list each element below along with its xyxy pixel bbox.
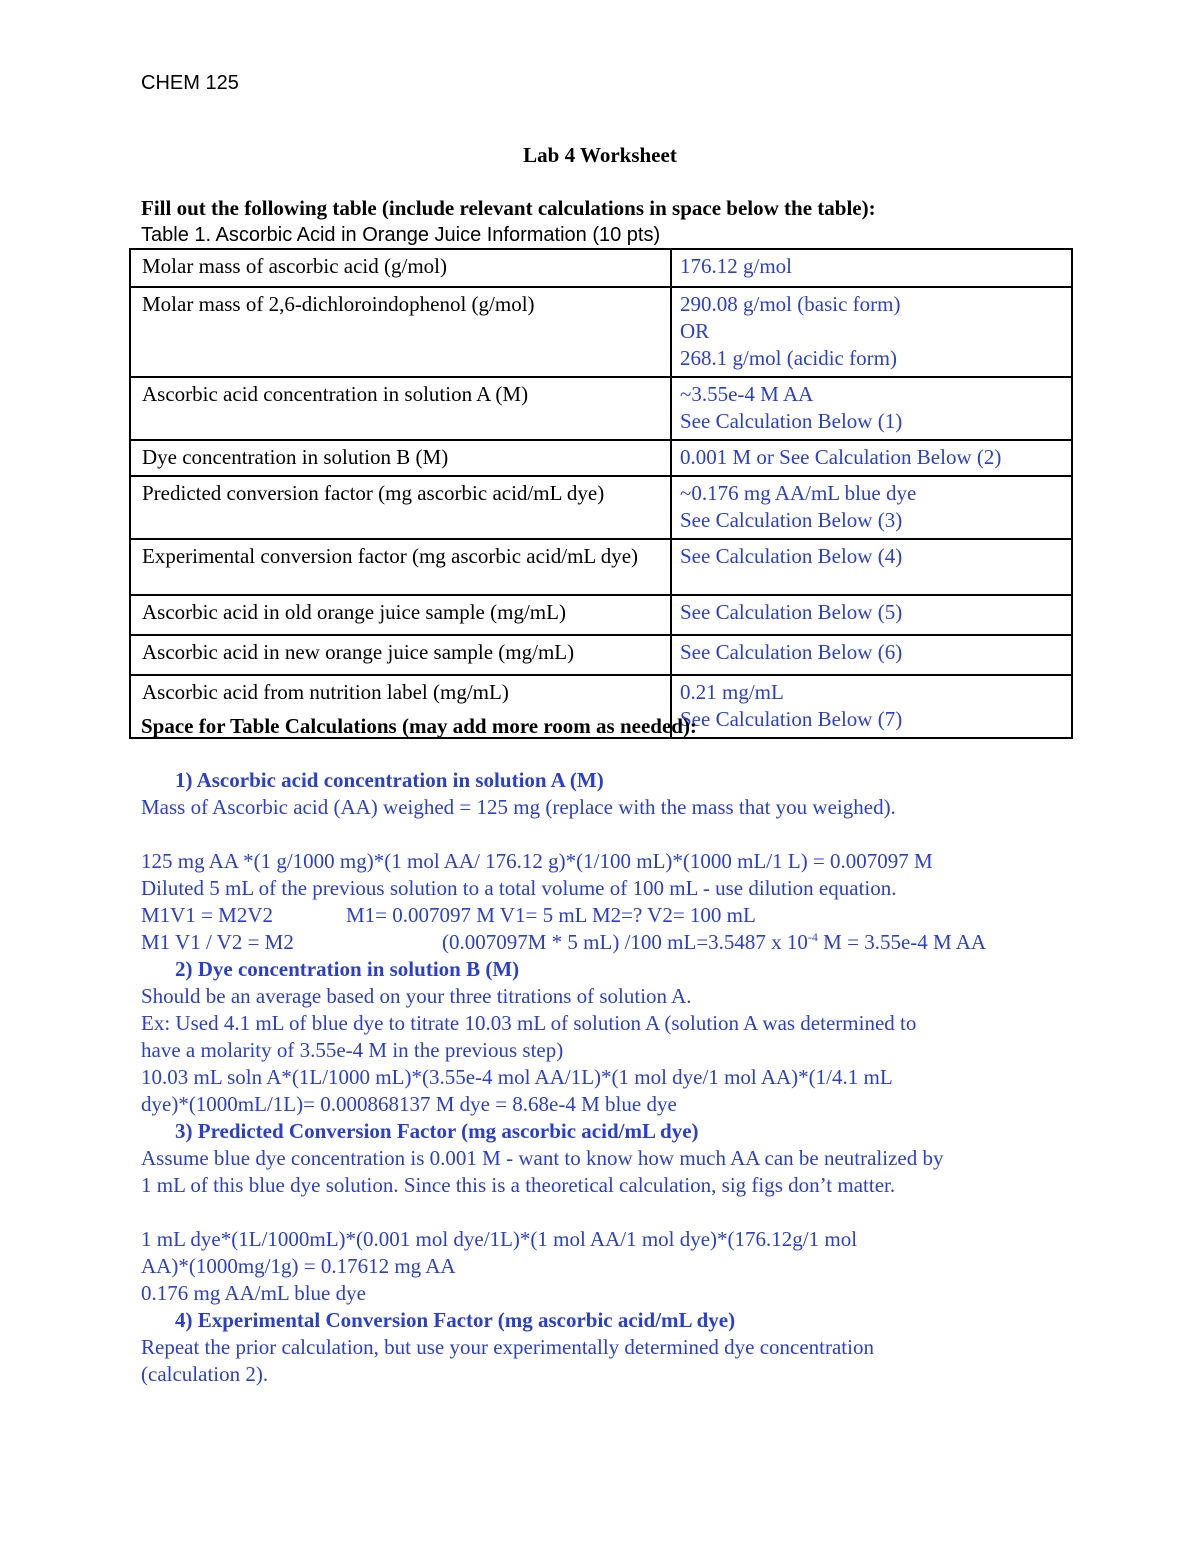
table-row <box>130 377 1072 440</box>
row-label: Predicted conversion factor (mg ascorbic acid/mL dye) <box>130 476 671 539</box>
value-line: See Calculation Below (6) <box>680 640 903 664</box>
calc-line: 1 mL dye*(1L/1000mL)*(0.001 mol dye/1L)*(1 mol AA/1 mol dye)*(176.12g/1 mol <box>141 1227 858 1251</box>
row-value <box>671 287 1072 377</box>
calc-line: AA)*(1000mg/1g) = 0.17612 mg AA <box>141 1254 456 1278</box>
row-value <box>671 440 1072 476</box>
calc-line: 10.03 mL soln A*(1L/1000 mL)*(3.55e-4 mol AA/1L)*(1 mol dye/1 mol AA)*(1/4.1 mL <box>141 1065 893 1089</box>
calc-line-part: M = 3.55e-4 M AA <box>817 930 987 954</box>
info-table <box>129 248 1073 739</box>
row-label: Dye concentration in solution B (M) <box>130 440 671 476</box>
section-title: 4) Experimental Conversion Factor (mg ascorbic acid/mL dye) <box>175 1308 736 1332</box>
table-row <box>130 595 1072 635</box>
row-value <box>671 595 1072 635</box>
row-value <box>671 249 1072 287</box>
table-row <box>130 287 1072 377</box>
calc-line: dye)*(1000mL/1L)= 0.000868137 M dye = 8.68e-4 M blue dye <box>141 1092 677 1116</box>
calc-line: Mass of Ascorbic acid (AA) weighed = 125 mg (replace with the mass that you weighed). <box>141 795 896 819</box>
exponent: -4 <box>807 930 818 944</box>
section-title: 1) Ascorbic acid concentration in solution A (M) <box>175 768 604 792</box>
value-line: See Calculation Below (3) <box>680 508 903 532</box>
value-line: 0.21 mg/mL <box>680 680 784 704</box>
calc-section-4 <box>141 1307 1071 1388</box>
course-header: CHEM 125 <box>141 72 239 94</box>
table-caption: Table 1. Ascorbic Acid in Orange Juice Information (10 pts) <box>141 224 661 246</box>
row-value <box>671 635 1072 675</box>
row-label: Ascorbic acid in new orange juice sample (mg/mL) <box>130 635 671 675</box>
table-row <box>130 476 1072 539</box>
instructions: Fill out the following table (include relevant calculations in space below the table): <box>141 196 876 220</box>
calc-line: Diluted 5 mL of the previous solution to a total volume of 100 mL - use dilution equation. <box>141 876 897 900</box>
calc-line: Repeat the prior calculation, but use your experimentally determined dye concentration <box>141 1335 874 1359</box>
row-value <box>671 539 1072 595</box>
value-line: 290.08 g/mol (basic form) <box>680 292 901 316</box>
row-label: Molar mass of 2,6-dichloroindophenol (g/mol) <box>130 287 671 377</box>
row-value <box>671 675 1072 738</box>
value-line: OR <box>680 319 710 343</box>
calc-line: Should be an average based on your three titrations of solution A. <box>141 984 692 1008</box>
calc-line: 125 mg AA *(1 g/1000 mg)*(1 mol AA/ 176.12 g)*(1/100 mL)*(1000 mL/1 L) = 0.007097 M <box>141 849 933 873</box>
value-line: See Calculation Below (5) <box>680 600 903 624</box>
table-row <box>130 440 1072 476</box>
row-label: Molar mass of ascorbic acid (g/mol) <box>130 249 671 287</box>
calc-line: 0.176 mg AA/mL blue dye <box>141 1281 366 1305</box>
row-label: Experimental conversion factor (mg ascorbic acid/mL dye) <box>130 539 671 595</box>
calc-line-part: M1V1 = M2V2 <box>141 903 274 927</box>
row-label: Ascorbic acid concentration in solution A (M) <box>130 377 671 440</box>
calc-section-2 <box>141 956 1071 1118</box>
calc-line-part: M1 V1 / V2 = M2 <box>141 930 294 954</box>
calc-line: (calculation 2). <box>141 1362 269 1386</box>
value-line: See Calculation Below (7) <box>680 707 903 731</box>
row-label: Ascorbic acid from nutrition label (mg/mL) <box>130 675 671 738</box>
dilution-result-line <box>141 929 1071 956</box>
calc-line: Ex: Used 4.1 mL of blue dye to titrate 10.03 mL of solution A (solution A was determined to <box>141 1011 917 1035</box>
calc-line-part: M1= 0.007097 M V1= 5 mL M2=? V2= 100 mL <box>346 903 756 927</box>
section-title: 2) Dye concentration in solution B (M) <box>175 957 520 981</box>
calc-line: Assume blue dye concentration is 0.001 M - want to know how much AA can be neutralized by <box>141 1146 944 1170</box>
value-line: 0.001 M or See Calculation Below (2) <box>680 445 1002 469</box>
table-row <box>130 249 1072 287</box>
calculations-heading: Space for Table Calculations (may add more room as needed): <box>141 714 697 738</box>
value-line: See Calculation Below (1) <box>680 409 903 433</box>
calc-line: 1 mL of this blue dye solution. Since this is a theoretical calculation, sig figs don’t matter. <box>141 1173 896 1197</box>
row-value <box>671 476 1072 539</box>
row-label: Ascorbic acid in old orange juice sample (mg/mL) <box>130 595 671 635</box>
calc-section-3 <box>141 1118 1071 1307</box>
row-value <box>671 377 1072 440</box>
dilution-equation-line <box>141 902 1071 929</box>
value-line: ~3.55e-4 M AA <box>680 382 814 406</box>
value-line: See Calculation Below (4) <box>680 544 903 568</box>
page-title: Lab 4 Worksheet <box>523 143 677 167</box>
section-title: 3) Predicted Conversion Factor (mg ascorbic acid/mL dye) <box>175 1119 699 1143</box>
value-line: ~0.176 mg AA/mL blue dye <box>680 481 917 505</box>
value-line: 268.1 g/mol (acidic form) <box>680 346 897 370</box>
calc-line-part: (0.007097M * 5 mL) /100 mL=3.5487 x 10 <box>442 930 808 954</box>
value-line: 176.12 g/mol <box>680 254 793 278</box>
calc-line: have a molarity of 3.55e-4 M in the previous step) <box>141 1038 564 1062</box>
table-row <box>130 635 1072 675</box>
calc-section-1 <box>141 767 1071 956</box>
table-row <box>130 539 1072 595</box>
